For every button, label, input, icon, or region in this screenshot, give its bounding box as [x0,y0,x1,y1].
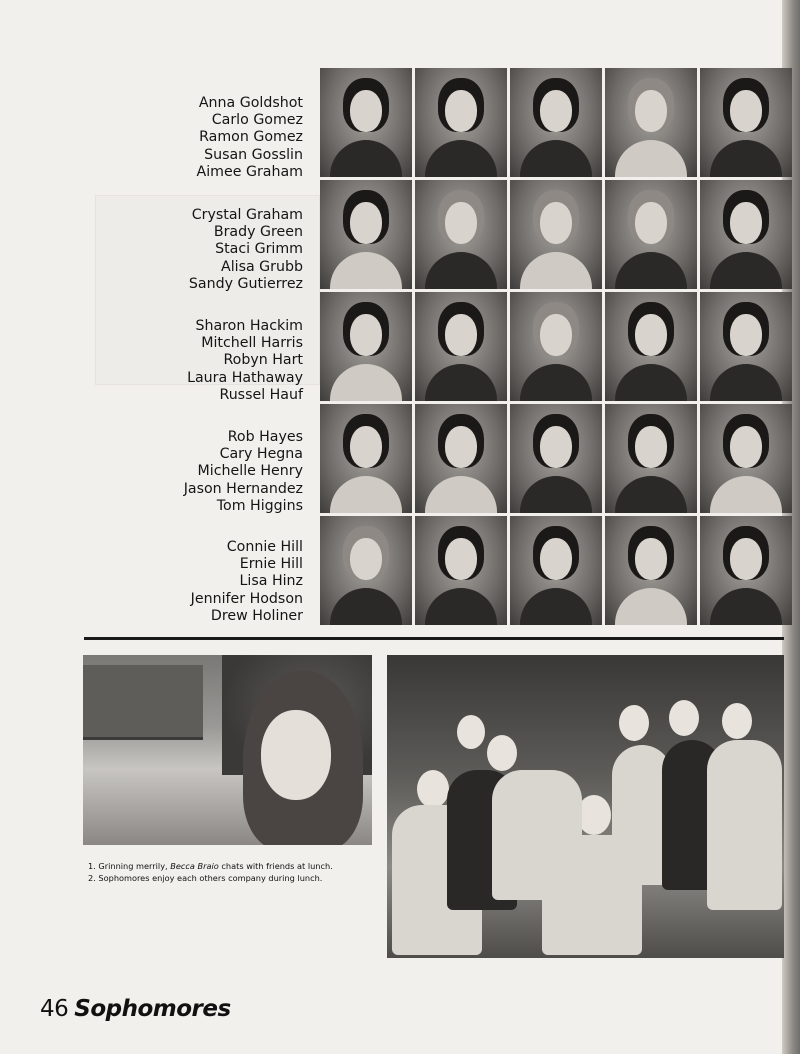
name-list-row-2 [150,207,303,293]
section-divider [84,637,784,640]
name-list-row-1 [150,95,303,181]
portrait-photo [415,292,507,401]
portrait-photo [605,180,697,289]
portrait-photo [415,404,507,513]
student-name: Lisa Hinz [239,573,303,590]
portrait-photo [510,68,602,177]
page-folio [40,996,231,1022]
portrait-photo [510,180,602,289]
student-name: Robyn Hart [223,352,303,369]
caption-1: 1. Grinning merrily, Becca Braio chats with friends at lunch. [88,861,333,871]
student-name: Anna Goldshot [198,95,303,111]
student-name: Laura Hathaway [187,369,303,386]
student-name: Sharon Hackim [195,318,303,334]
portrait-photo [320,180,412,289]
student-name: Tom Higgins [216,497,303,514]
portrait-photo [320,516,412,625]
portrait-photo [700,180,792,289]
student-name: Russel Hauf [219,386,303,403]
portrait-photo [415,68,507,177]
photo-captions [88,860,378,884]
student-name: Rob Hayes [227,429,303,445]
portrait-photo [700,292,792,401]
student-name: Drew Holiner [210,607,303,624]
student-name: Michelle Henry [197,463,303,480]
student-name: Cary Hegna [219,446,303,463]
student-name: Jason Hernandez [183,480,303,497]
student-name: Staci Grimm [215,241,303,258]
portrait-photo [700,68,792,177]
student-name: Carlo Gomez [211,112,303,129]
student-name: Jennifer Hodson [190,590,303,607]
caption-2: 2. Sophomores enjoy each others company during lunch. [88,873,323,883]
portrait-photo [605,404,697,513]
page-number: 46 [40,996,69,1022]
student-name: Crystal Graham [191,207,303,223]
student-name: Aimee Graham [196,163,303,180]
portrait-photo [605,68,697,177]
portrait-photo [320,68,412,177]
caption-1-name: Becca Braio [170,861,219,871]
student-name: Susan Gosslin [204,146,303,163]
portrait-photo [510,516,602,625]
student-name: Ernie Hill [239,556,303,573]
portrait-photo [605,292,697,401]
student-name: Mitchell Harris [201,335,303,352]
name-list-row-4 [150,429,303,515]
candid-photo-1 [83,655,372,845]
portrait-photo [320,292,412,401]
student-name: Brady Green [213,224,303,241]
student-name: Connie Hill [226,539,303,555]
name-list-row-3 [150,318,303,404]
portrait-photo [700,516,792,625]
portrait-photo [510,404,602,513]
portrait-photo [605,516,697,625]
student-name: Ramon Gomez [199,129,303,146]
name-list-row-5 [150,539,303,625]
section-title: Sophomores [74,996,231,1022]
candid-photo-2 [387,655,784,958]
student-name: Sandy Gutierrez [188,275,303,292]
portrait-photo [510,292,602,401]
portrait-photo [415,516,507,625]
student-name: Alisa Grubb [220,258,303,275]
portrait-photo [415,180,507,289]
portrait-photo [700,404,792,513]
portrait-photo [320,404,412,513]
